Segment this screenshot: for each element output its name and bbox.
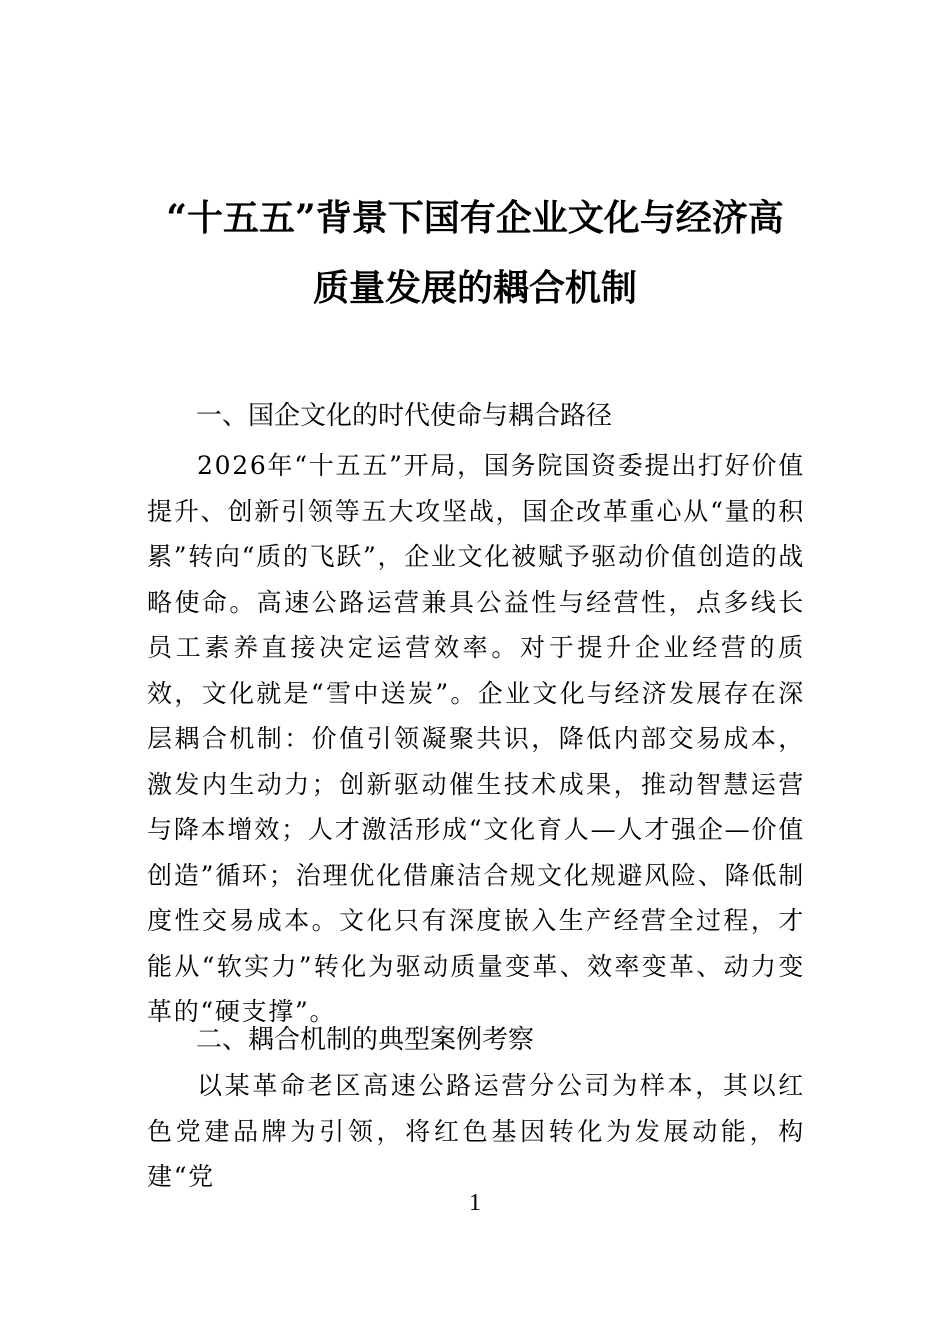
section2-paragraph: 以某革命老区高速公路运营分公司为样本，其以红色党建品牌为引领，将红色基因转化为发展动能，构建“党 — [147, 1071, 805, 1191]
page-number: 1 — [469, 1190, 481, 1216]
section2-heading: 二、耦合机制的典型案例考察 — [196, 1025, 535, 1055]
section1-paragraph: 2026年“十五五”开局，国务院国资委提出打好价值提升、创新引领等五大攻坚战，国企改革重心从“量的积累”转向“质的飞跃”，企业文化被赋予驱动价值创造的战略使命。高速公路运营兼具公益性与经营性，点多线长员工素养直接决定运营效率。对于提升企业经营的质效，文化就是“雪中送炭”。企业文化与经济发展存在深层耦合机制：价值引领凝聚共识，降低内部交易成本，激发内生动力；创新驱动催生技术成果，推动智慧运营与降本增效；人才激活形成“文化育人—人才强企—价值创造”循环；治理优化借廉洁合规文化规避风险、降低制度性交易成本。文化只有深度嵌入生产经营全过程，才能从“软实力”转化为驱动质量变革、效率变革、动力变革的“硬支撑”。 — [147, 451, 805, 1026]
document-title-line2: 质量发展的耦合机制 — [312, 267, 637, 309]
document-title-line1: “十五五”背景下国有企业文化与经济高 — [166, 197, 784, 239]
section1-heading: 一、国企文化的时代使命与耦合路径 — [196, 401, 613, 431]
